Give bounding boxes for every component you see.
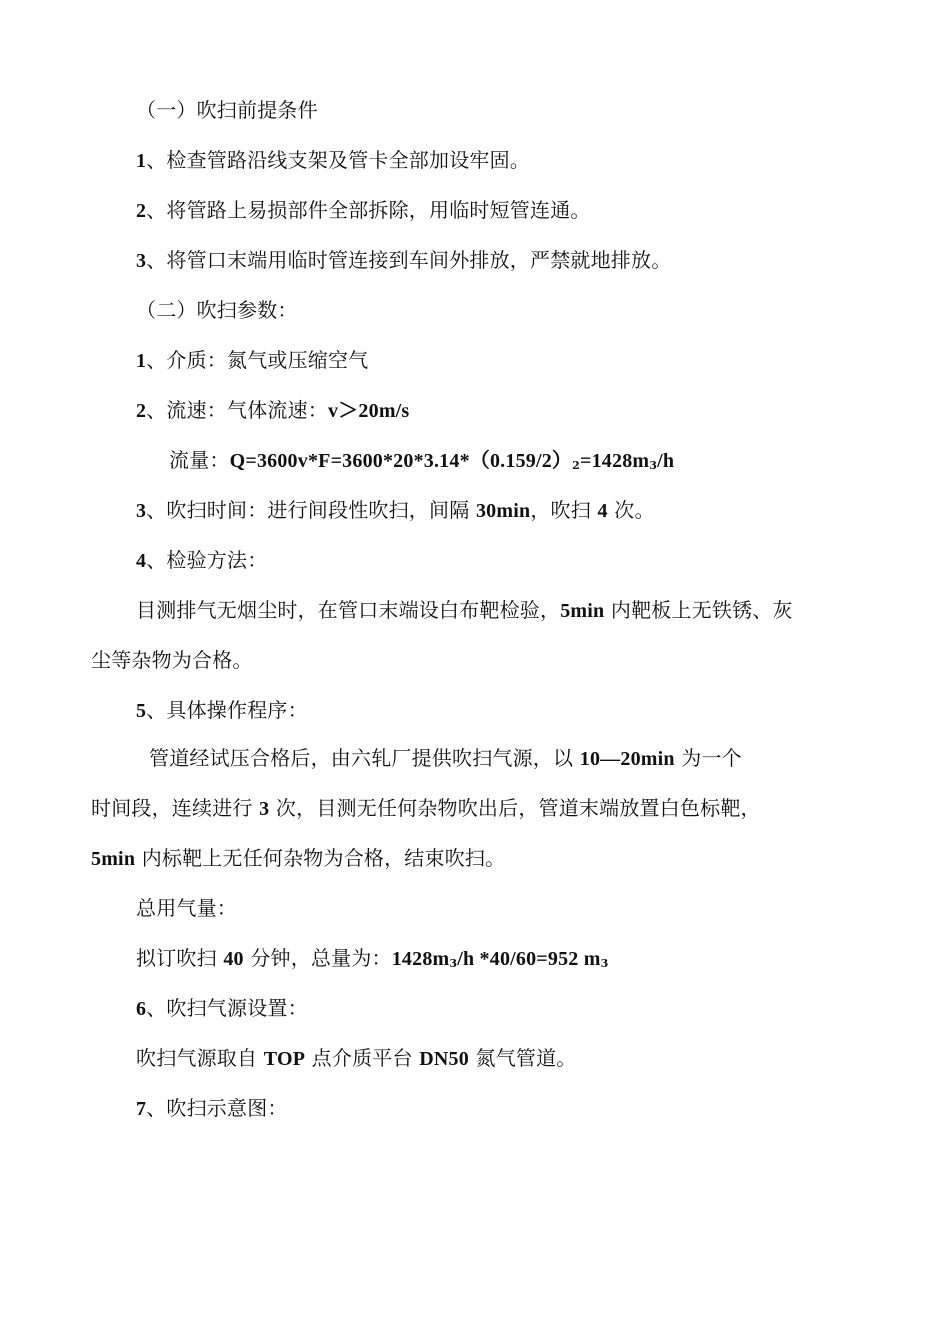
total-gas-calc: 拟订吹扫 40 分钟，总量为：1428m3/h *40/60=952 m3 — [136, 946, 609, 970]
inspect-body-line-2: 尘等杂物为合格。 — [91, 648, 253, 672]
param-medium: 1、介质：氮气或压缩空气 — [136, 348, 369, 372]
procedure-line-2: 时间段，连续进行 3 次，目测无任何杂物吹出后，管道末端放置白色标靶， — [91, 796, 761, 820]
total-gas-heading: 总用气量： — [136, 896, 237, 920]
param-inspect-heading: 4、检验方法： — [136, 548, 268, 572]
section1-item-3: 3、将管口末端用临时管连接到车间外排放，严禁就地排放。 — [136, 248, 672, 272]
procedure-line-3: 5min 内标靶上无任何杂物为合格，结束吹扫。 — [91, 846, 506, 870]
inspect-body-line-1: 目测排气无烟尘时，在管口末端设白布靶检验，5min 内靶板上无铁锈、灰 — [136, 598, 793, 622]
section2-title: （二）吹扫参数： — [136, 298, 298, 322]
param-procedure-heading: 5、具体操作程序： — [136, 698, 308, 722]
section1-title: （一）吹扫前提条件 — [136, 98, 318, 122]
param-flow: 流量：Q=3600v*F=3600*20*3.14*（0.159/2）2=1428m3/h — [169, 448, 675, 472]
section1-item-1: 1、检查管路沿线支架及管卡全部加设牢固。 — [136, 148, 531, 172]
section1-item-2: 2、将管路上易损部件全部拆除，用临时短管连通。 — [136, 198, 591, 222]
param-velocity: 2、流速：气体流速：v＞20m/s — [136, 398, 410, 422]
gas-source-body: 吹扫气源取自 TOP 点介质平台 DN50 氮气管道。 — [136, 1046, 577, 1070]
gas-source-heading: 6、吹扫气源设置： — [136, 996, 308, 1020]
procedure-line-1: 管道经试压合格后，由六轧厂提供吹扫气源，以 10—20min 为一个 — [149, 746, 742, 770]
param-time: 3、吹扫时间：进行间段性吹扫，间隔 30min，吹扫 4 次。 — [136, 498, 655, 522]
diagram-heading: 7、吹扫示意图： — [136, 1096, 288, 1120]
